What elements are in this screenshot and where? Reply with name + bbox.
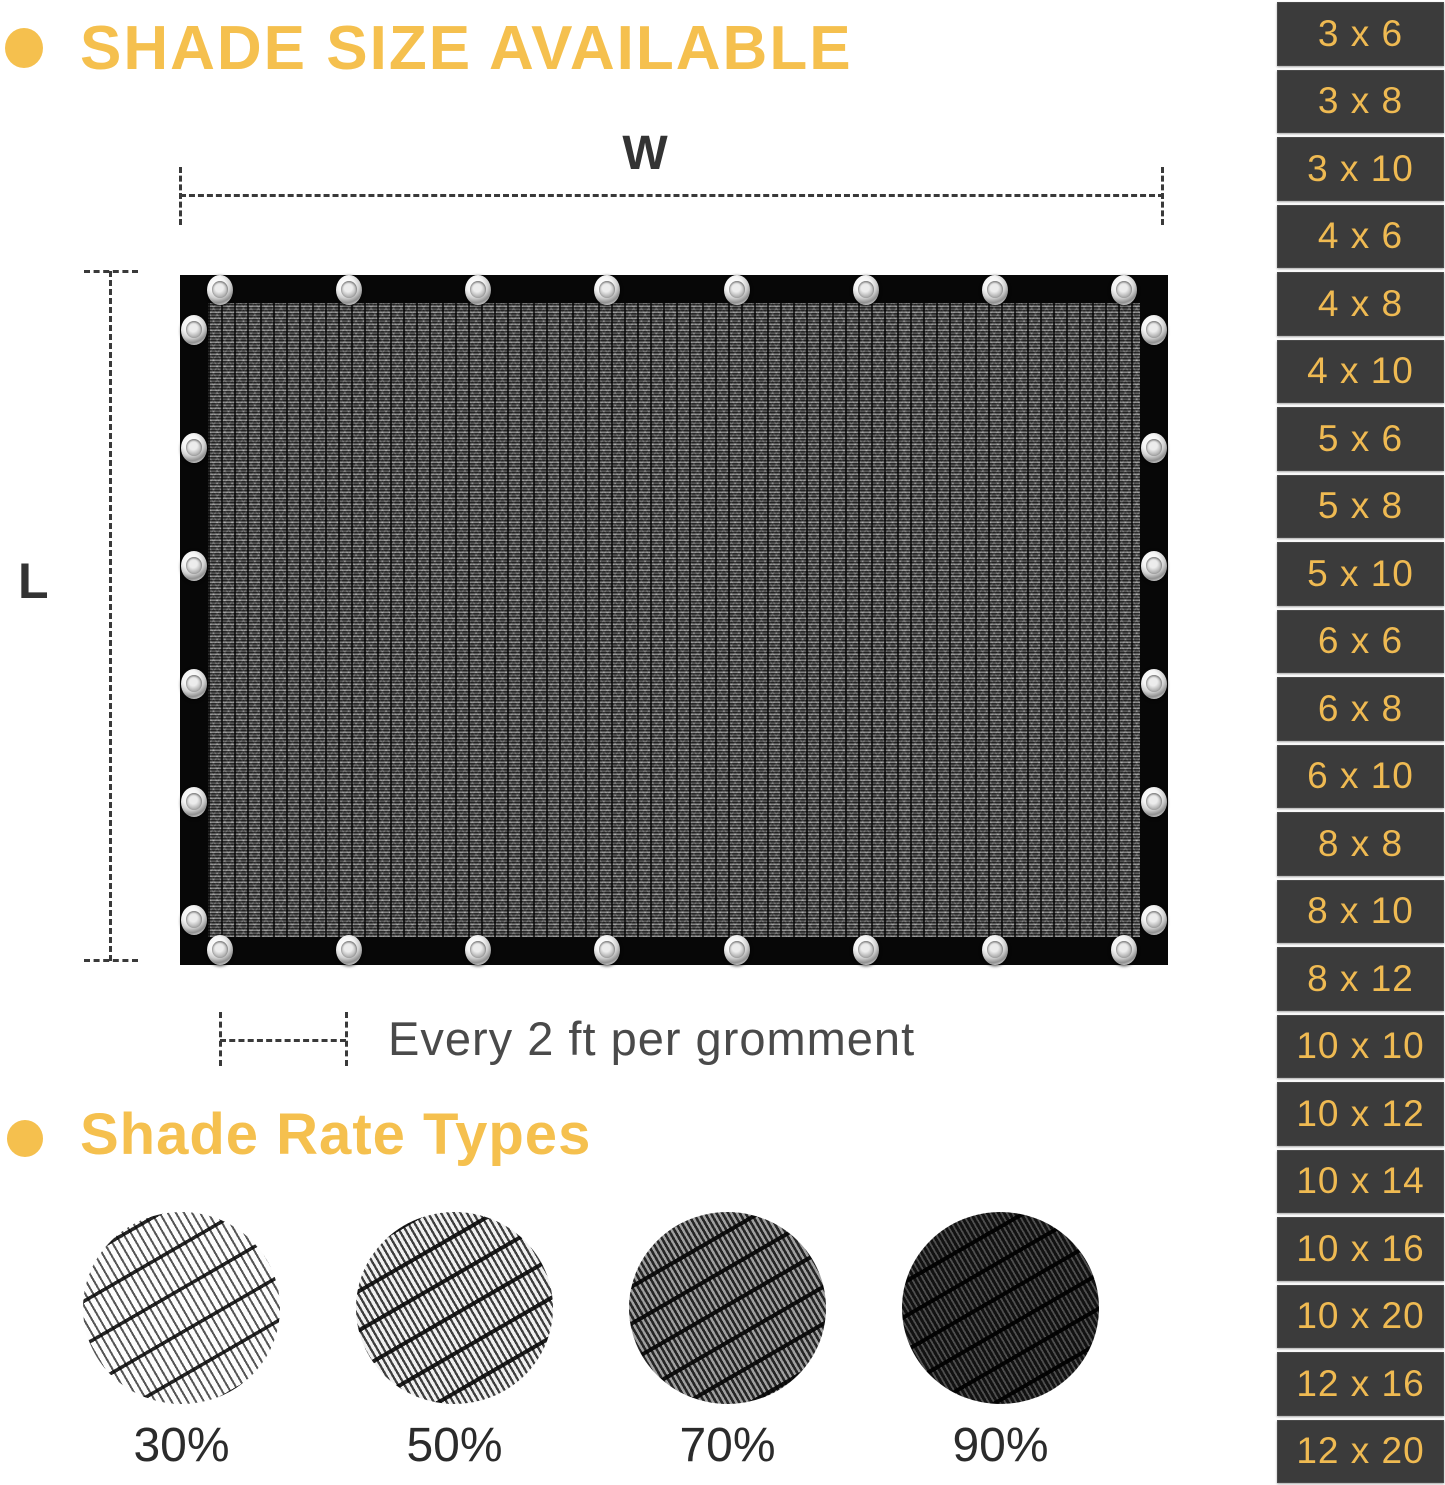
size-option: 10 x 14 bbox=[1277, 1150, 1444, 1214]
grommet-icon bbox=[465, 275, 491, 305]
size-option: 12 x 20 bbox=[1277, 1420, 1444, 1484]
shade-rate-samples bbox=[0, 1212, 1270, 1472]
grommet-spacing-note: Every 2 ft per gromment bbox=[388, 1012, 916, 1065]
size-option: 10 x 10 bbox=[1277, 1015, 1444, 1079]
grommet-spacing-tick-left bbox=[219, 1012, 222, 1066]
grommet-icon bbox=[594, 275, 620, 305]
grommet-icon bbox=[853, 935, 879, 965]
shade-mesh-sample-icon bbox=[629, 1212, 826, 1404]
size-option: 4 x 8 bbox=[1277, 272, 1444, 336]
grommet-icon bbox=[1141, 669, 1167, 699]
grommet-icon bbox=[982, 935, 1008, 965]
grommet-icon bbox=[181, 669, 207, 699]
size-option: 3 x 10 bbox=[1277, 137, 1444, 201]
grommet-spacing-tick-right bbox=[345, 1012, 348, 1066]
shade-rate-title: Shade Rate Types bbox=[80, 1102, 592, 1167]
size-option: 8 x 12 bbox=[1277, 947, 1444, 1011]
size-list bbox=[1277, 0, 1444, 1485]
size-option: 4 x 6 bbox=[1277, 205, 1444, 269]
grommet-icon bbox=[724, 275, 750, 305]
length-dimension-line bbox=[109, 271, 112, 961]
grommet-icon bbox=[1141, 433, 1167, 463]
width-label: W bbox=[622, 127, 668, 180]
grommet-icon bbox=[1141, 315, 1167, 345]
grommet-icon bbox=[1141, 551, 1167, 581]
shade-rate-percent: 30% bbox=[133, 1419, 230, 1472]
shade-rate-item bbox=[629, 1212, 826, 1473]
grommet-icon bbox=[982, 275, 1008, 305]
size-option: 4 x 10 bbox=[1277, 340, 1444, 404]
size-option: 10 x 20 bbox=[1277, 1285, 1444, 1349]
grommet-icon bbox=[181, 433, 207, 463]
length-tick-top bbox=[84, 270, 138, 273]
size-option: 6 x 6 bbox=[1277, 610, 1444, 674]
size-option: 5 x 10 bbox=[1277, 542, 1444, 606]
size-option: 6 x 10 bbox=[1277, 745, 1444, 809]
bullet-icon bbox=[5, 28, 43, 68]
size-option: 5 x 8 bbox=[1277, 475, 1444, 539]
shade-mesh-sample-icon bbox=[83, 1212, 280, 1404]
grommet-icon bbox=[181, 315, 207, 345]
mesh-texture bbox=[208, 303, 1140, 937]
size-option: 10 x 16 bbox=[1277, 1217, 1444, 1281]
shade-rate-percent: 70% bbox=[679, 1419, 776, 1472]
length-label: L bbox=[18, 553, 49, 609]
shade-rate-item bbox=[902, 1212, 1099, 1473]
shade-rate-item bbox=[356, 1212, 553, 1473]
width-tick-left bbox=[179, 167, 182, 225]
shade-rate-percent: 90% bbox=[952, 1419, 1049, 1472]
size-option: 3 x 8 bbox=[1277, 70, 1444, 134]
grommet-icon bbox=[724, 935, 750, 965]
grommet-icon bbox=[336, 935, 362, 965]
grommet-icon bbox=[1141, 787, 1167, 817]
grommet-icon bbox=[181, 787, 207, 817]
grommet-icon bbox=[181, 905, 207, 935]
size-option: 5 x 6 bbox=[1277, 407, 1444, 471]
grommet-icon bbox=[207, 275, 233, 305]
width-dimension-line bbox=[180, 194, 1164, 197]
grommet-icon bbox=[594, 935, 620, 965]
grommet-icon bbox=[1111, 275, 1137, 305]
size-option: 6 x 8 bbox=[1277, 677, 1444, 741]
length-tick-bottom bbox=[84, 959, 138, 962]
size-option: 10 x 12 bbox=[1277, 1082, 1444, 1146]
shade-rate-item bbox=[83, 1212, 280, 1473]
size-option: 8 x 10 bbox=[1277, 880, 1444, 944]
shade-size-title: SHADE SIZE AVAILABLE bbox=[80, 14, 853, 83]
grommet-icon bbox=[465, 935, 491, 965]
grommet-icon bbox=[1111, 935, 1137, 965]
size-option: 8 x 8 bbox=[1277, 812, 1444, 876]
size-option: 12 x 16 bbox=[1277, 1352, 1444, 1416]
shade-mesh-sample-icon bbox=[356, 1212, 553, 1404]
size-option: 3 x 6 bbox=[1277, 2, 1444, 66]
grommet-icon bbox=[1141, 905, 1167, 935]
width-tick-right bbox=[1161, 167, 1164, 225]
grommet-icon bbox=[853, 275, 879, 305]
grommet-icon bbox=[207, 935, 233, 965]
grommet-icon bbox=[336, 275, 362, 305]
bullet-icon bbox=[7, 1120, 43, 1157]
grommet-icon bbox=[181, 551, 207, 581]
shade-mesh-sample-icon bbox=[902, 1212, 1099, 1404]
shade-net-diagram bbox=[180, 275, 1168, 965]
shade-rate-percent: 50% bbox=[406, 1419, 503, 1472]
grommet-spacing-line bbox=[220, 1039, 346, 1042]
